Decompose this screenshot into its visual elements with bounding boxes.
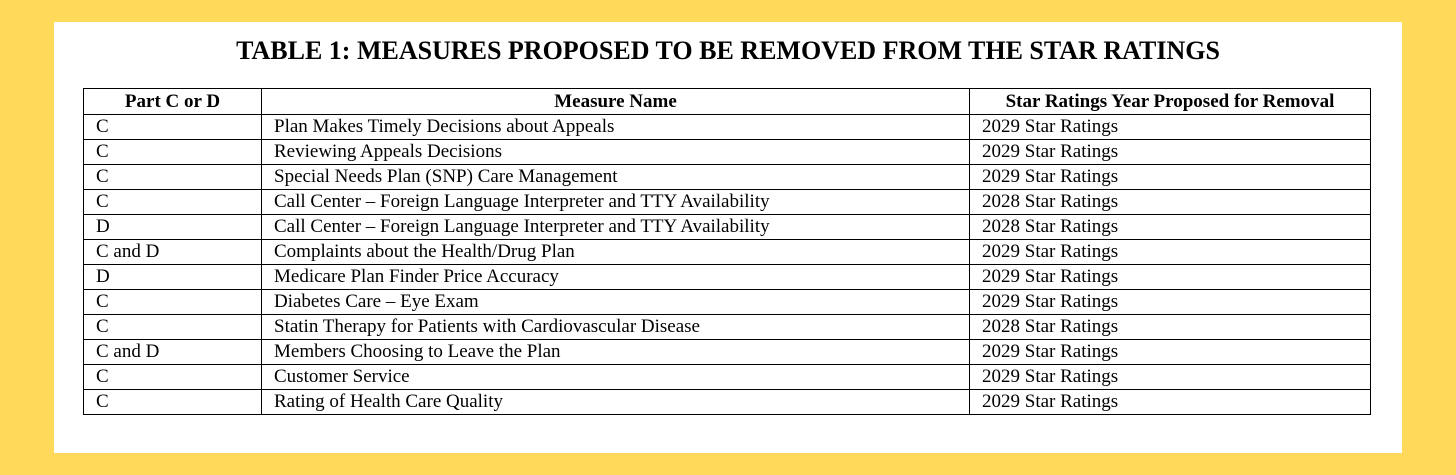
cell-removal-year: 2028 Star Ratings xyxy=(970,215,1371,240)
cell-part: C xyxy=(84,290,262,315)
table-row xyxy=(84,315,1371,340)
table-row xyxy=(84,340,1371,365)
table-title: TABLE 1: MEASURES PROPOSED TO BE REMOVED FROM THE STAR RATINGS xyxy=(236,36,1220,65)
cell-measure-name: Call Center – Foreign Language Interpreter and TTY Availability xyxy=(262,215,970,240)
cell-measure-name: Rating of Health Care Quality xyxy=(262,390,970,415)
cell-removal-year: 2029 Star Ratings xyxy=(970,340,1371,365)
header-part: Part C or D xyxy=(84,89,262,115)
measures-table xyxy=(83,88,1371,415)
table-row xyxy=(84,215,1371,240)
cell-measure-name: Members Choosing to Leave the Plan xyxy=(262,340,970,365)
header-measure-name: Measure Name xyxy=(262,89,970,115)
cell-removal-year: 2029 Star Ratings xyxy=(970,390,1371,415)
cell-part: C xyxy=(84,365,262,390)
cell-removal-year: 2028 Star Ratings xyxy=(970,315,1371,340)
cell-measure-name: Customer Service xyxy=(262,365,970,390)
table-row xyxy=(84,290,1371,315)
cell-measure-name: Complaints about the Health/Drug Plan xyxy=(262,240,970,265)
table-header-row xyxy=(84,89,1371,115)
table-row xyxy=(84,190,1371,215)
cell-measure-name: Medicare Plan Finder Price Accuracy xyxy=(262,265,970,290)
table-body xyxy=(84,115,1371,415)
cell-part: C xyxy=(84,390,262,415)
cell-part: D xyxy=(84,265,262,290)
cell-removal-year: 2029 Star Ratings xyxy=(970,140,1371,165)
cell-part: C and D xyxy=(84,340,262,365)
cell-measure-name: Call Center – Foreign Language Interpreter and TTY Availability xyxy=(262,190,970,215)
cell-part: D xyxy=(84,215,262,240)
cell-removal-year: 2029 Star Ratings xyxy=(970,265,1371,290)
table-row xyxy=(84,165,1371,190)
cell-measure-name: Statin Therapy for Patients with Cardiovascular Disease xyxy=(262,315,970,340)
cell-part: C and D xyxy=(84,240,262,265)
table-row xyxy=(84,390,1371,415)
cell-removal-year: 2029 Star Ratings xyxy=(970,365,1371,390)
cell-removal-year: 2029 Star Ratings xyxy=(970,115,1371,140)
cell-part: C xyxy=(84,115,262,140)
table-row xyxy=(84,115,1371,140)
table-row xyxy=(84,365,1371,390)
table-row xyxy=(84,140,1371,165)
document-sheet xyxy=(54,22,1402,453)
cell-removal-year: 2028 Star Ratings xyxy=(970,190,1371,215)
cell-part: C xyxy=(84,315,262,340)
cell-removal-year: 2029 Star Ratings xyxy=(970,165,1371,190)
cell-measure-name: Reviewing Appeals Decisions xyxy=(262,140,970,165)
cell-part: C xyxy=(84,165,262,190)
table-row xyxy=(84,265,1371,290)
cell-measure-name: Diabetes Care – Eye Exam xyxy=(262,290,970,315)
cell-measure-name: Special Needs Plan (SNP) Care Management xyxy=(262,165,970,190)
cell-measure-name: Plan Makes Timely Decisions about Appeals xyxy=(262,115,970,140)
table-row xyxy=(84,240,1371,265)
cell-part: C xyxy=(84,140,262,165)
header-removal-year: Star Ratings Year Proposed for Removal xyxy=(970,89,1371,115)
cell-part: C xyxy=(84,190,262,215)
cell-removal-year: 2029 Star Ratings xyxy=(970,240,1371,265)
cell-removal-year: 2029 Star Ratings xyxy=(970,290,1371,315)
